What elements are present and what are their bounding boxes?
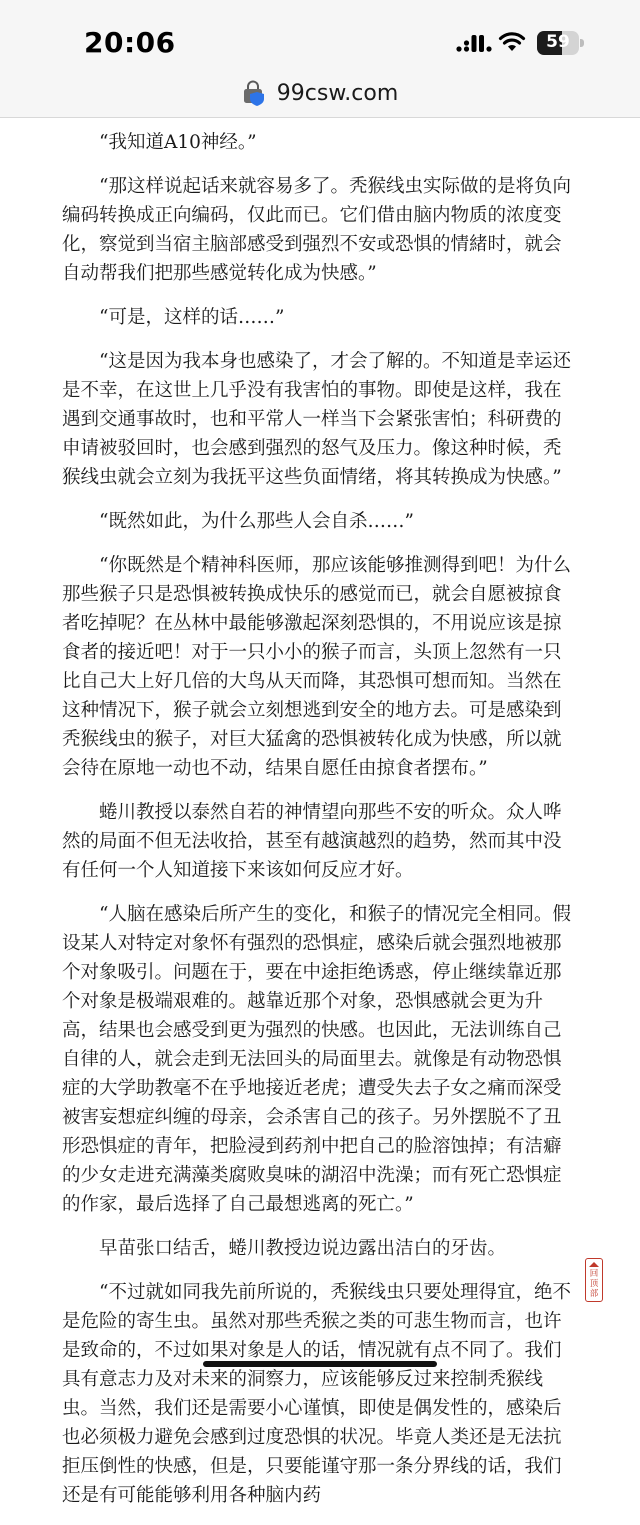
url-text[interactable]: 99csw.com — [276, 80, 399, 106]
battery-level: 59 — [546, 32, 570, 52]
article-content — [62, 128, 574, 1525]
cellular-signal-icon — [456, 33, 492, 53]
back-to-top-button[interactable] — [585, 1258, 603, 1302]
article-paragraph: “我知道A10神经。” — [99, 132, 257, 153]
article-paragraph: 早苗张口结舌，蜷川教授边说边露出洁白的牙齿。 — [99, 1238, 507, 1259]
article-paragraph: “既然如此，为什么那些人会自杀……” — [99, 511, 414, 532]
battery-body — [537, 31, 579, 55]
article-paragraph: “不过就如同我先前所说的，秃猴线虫只要处理得宜，绝不是危险的寄生虫。虽然对那些秃猴之类的可悲生物而言，也许是致命的，不过如果对象是人的话，情况就有点不同了。我们具有意志力及对未来的洞察力，应该能够反过来控制秃猴线虫。当然，我们还是需要小心谨慎，即使是偶发性的，感染后也必须极力避免会感到过度恐惧的状况。毕竟人类还是无法抗拒压倒性的快感，但是，只要能谨守那一条分界线的话，我们还是有可能能够利用各种脑内药 — [62, 1282, 571, 1506]
status-bar — [0, 0, 640, 70]
home-indicator[interactable] — [203, 1361, 437, 1367]
article-paragraph: 蜷川教授以泰然自若的神情望向那些不安的听众。众人哗然的局面不但无法收拾，甚至有越演越烈的趋势，然而其中没有任何一个人知道接下来该如何反应才好。 — [62, 802, 562, 881]
article-paragraph: “人脑在感染后所产生的变化，和猴子的情况完全相同。假设某人对特定对象怀有强烈的恐惧症，感染后就会强烈地被那个对象吸引。问题在于，要在中途拒绝诱惑，停止继续靠近那个对象是极端艰难的。越靠近那个对象，恐惧感就会更为升高，结果也会感受到更为强烈的快感。也因此，无法训练自己自律的人，就会走到无法回头的局面里去。就像是有动物恐惧症的大学助教毫不在乎地接近老虎；遭受失去子女之痛而深受被害妄想症纠缠的母亲，会杀害自己的孩子。另外摆脱不了丑形恐惧症的青年，把脸浸到药剂中把自己的脸溶蚀掉；有洁癖的少女走进充满藻类腐败臭味的湖沼中洗澡；而有死亡恐惧症的作家，最后选择了自己最想逃离的死亡。” — [62, 904, 571, 1215]
article-paragraph: “可是，这样的话……” — [99, 307, 285, 328]
article-paragraph: “这是因为我本身也感染了，才会了解的。不知道是幸运还是不幸，在这世上几乎没有我害怕的事物。即使是这样，我在遇到交通事故时，也和平常人一样当下会紧张害怕；科研费的申请被驳回时，也会感到强烈的怒气及压力。像这种时候，秃猴线虫就会立刻为我抚平这些负面情绪，将其转换成为快感。” — [62, 351, 571, 488]
status-time: 20:06 — [84, 26, 176, 59]
article-paragraph: “你既然是个精神科医师，那应该能够推测得到吧！为什么那些猴子只是恐惧被转换成快乐的感觉而已，就会自愿被掠食者吃掉呢？在丛林中最能够激起深刻恐惧的，不用说应该是掠食者的接近吧！对于一只小小的猴子而言，头顶上忽然有一只比自己大上好几倍的大鸟从天而降，其恐惧可想而知。当然在这种情况下，猴子就会立刻想逃到安全的地方去。可是感染到秃猴线虫的猴子，对巨大猛禽的恐惧被转化成为快感，所以就会待在原地一动也不动，结果自愿任由掠食者摆布。” — [62, 555, 571, 779]
article-paragraph: “那这样说起话来就容易多了。秃猴线虫实际做的是将负向编码转换成正向编码，仅此而已。它们借由脑内物质的浓度变化，察觉到当宿主脑部感受到强烈不安或恐惧的情緒时，就会自动帮我们把那些感觉转化成为快感。” — [62, 176, 571, 284]
address-bar-content[interactable] — [0, 80, 640, 106]
site-security-icon[interactable] — [242, 80, 266, 106]
back-to-top-label: 回顶部 — [589, 1269, 599, 1299]
battery-cap — [580, 39, 584, 47]
arrow-up-icon — [589, 1262, 599, 1267]
wifi-icon — [498, 31, 526, 53]
address-bar[interactable] — [0, 70, 640, 118]
battery-indicator — [537, 31, 585, 55]
